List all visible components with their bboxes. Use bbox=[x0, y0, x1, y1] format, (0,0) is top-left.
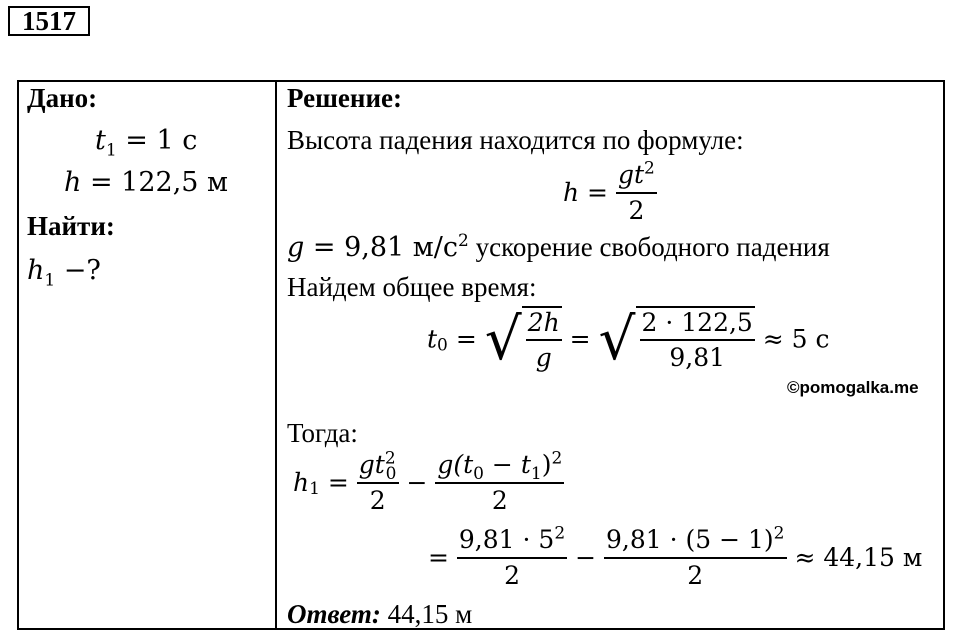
formula-h1-line1: $h_1$ = $\frac{gt^2_0}{2}$ − $\frac{g(t_0 - t_1)^2}{2}$ bbox=[293, 448, 563, 515]
watermark: ©pomogalka.me bbox=[787, 378, 919, 397]
find-h1: $h_1$ −? bbox=[27, 255, 101, 291]
sqrt-icon: √ bbox=[598, 305, 636, 373]
then-text: Тогда: bbox=[287, 418, 358, 448]
given-header: Дано: bbox=[27, 83, 98, 113]
answer: Ответ: 44,15 м bbox=[287, 599, 473, 629]
sqrt-icon: √ bbox=[484, 305, 522, 373]
given-h: h = 122,5 м bbox=[64, 167, 229, 198]
formula-h: h = $\frac{gt^2}{2}$ bbox=[563, 158, 655, 225]
solution-intro: Высота падения находится по формуле: bbox=[287, 125, 744, 155]
formula-t0: $t_0$ = √ $\frac{2h}{g}$ = √ $\frac{2 \cdot 122,5}{9,81}$ ≈ 5 с bbox=[427, 305, 830, 373]
find-time-text: Найдем общее время: bbox=[287, 272, 537, 302]
problem-number: 1517 bbox=[8, 6, 90, 36]
formula-h1-line2: = $\frac{9,81 \cdot 5^2}{2}$ − $\frac{9,81 \cdot (5 - 1)^2}{2}$ ≈ 44,15 м bbox=[428, 523, 923, 590]
g-definition: g = 9,81 $м/с^2$ ускорение свободного падения bbox=[287, 231, 830, 263]
given-t1: $t_1 = 1$ с bbox=[95, 125, 198, 161]
table-divider bbox=[275, 80, 277, 630]
solution-header: Решение: bbox=[287, 83, 402, 113]
find-header: Найти: bbox=[27, 211, 115, 241]
